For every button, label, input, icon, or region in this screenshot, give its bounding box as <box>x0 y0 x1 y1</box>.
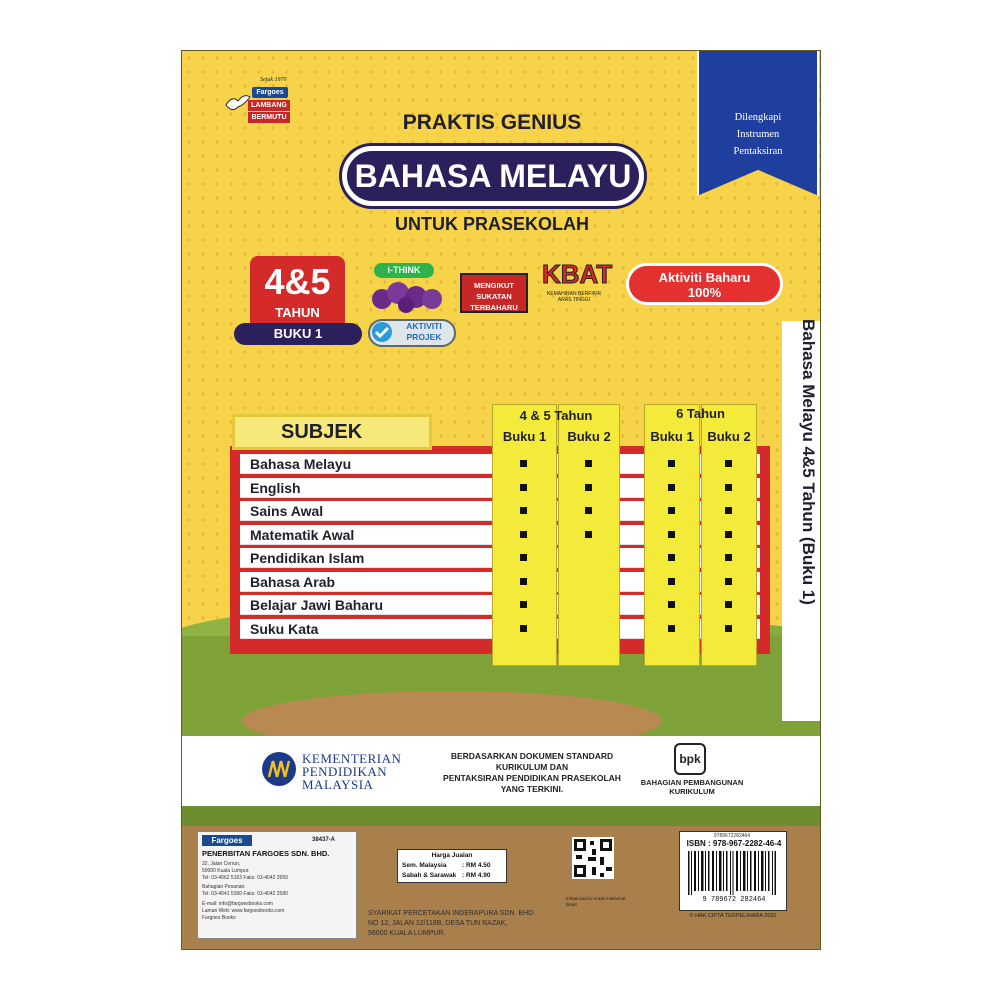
standard-statement <box>432 751 632 795</box>
price-sem-label: Sem. Malaysia <box>402 862 447 869</box>
availability-mark <box>585 531 592 538</box>
std-line-1: BERDASARKAN DOKUMEN STANDARD <box>450 751 614 761</box>
availability-mark <box>725 484 732 491</box>
group1-buku2-header: Buku 2 <box>567 429 611 444</box>
ribbon-line-1: Dilengkapi <box>734 112 782 123</box>
buku-label: BUKU 1 <box>234 323 362 345</box>
availability-mark <box>668 507 675 514</box>
spine-text: Bahasa Melayu 4&5 Tahun (Buku 1) <box>799 319 818 605</box>
availability-mark <box>668 625 675 632</box>
availability-mark <box>585 484 592 491</box>
book-title: BAHASA MELAYU <box>342 146 644 206</box>
bpk-logo-icon: bpk <box>674 743 706 775</box>
kpm-line-1: KEMENTERIAN <box>302 751 402 766</box>
age-tahun: TAHUN <box>275 305 320 320</box>
subject-row: Bahasa Melayu <box>240 454 760 474</box>
publisher-facebook: Fargoes Books <box>202 915 236 921</box>
brand-name: Fargoes <box>252 87 288 98</box>
aktiviti-baharu-badge <box>626 263 783 305</box>
price-sem-value: : RM 4.50 <box>462 862 491 869</box>
book-back-cover <box>181 50 821 950</box>
copyright: © HAK CIPTA TERPELIHARA 2020 <box>689 913 777 919</box>
projek-text <box>392 321 456 343</box>
bpk-line-2: KURIKULUM <box>669 787 715 796</box>
availability-mark <box>520 531 527 538</box>
aktiviti-line-1: Aktiviti Baharu <box>658 270 751 285</box>
std-line-3: PENTAKSIRAN PENDIDIKAN PRASEKOLAH <box>443 773 621 783</box>
group2-header: 6 Tahun <box>676 406 725 421</box>
subject-row: English <box>240 478 760 498</box>
availability-mark <box>520 484 527 491</box>
availability-mark <box>725 554 732 561</box>
ribbon-line-3: Pentaksiran <box>733 146 783 157</box>
group1-buku1-header: Buku 1 <box>502 429 547 444</box>
isbn-head: 9789672282464 <box>713 833 751 839</box>
availability-mark <box>520 625 527 632</box>
kpm-logo-icon <box>260 751 298 787</box>
bpk-line-1: BAHAGIAN PEMBANGUNAN <box>640 778 744 787</box>
availability-mark <box>585 460 592 467</box>
availability-mark <box>520 507 527 514</box>
bpk-name <box>632 778 752 796</box>
publisher-tel-2: Tel: 03-4041 5360 Faks: 03-4042 2580 <box>202 891 288 897</box>
kbat-subtitle: KEMAHIRAN BERFIKIR ARAS TINGGI <box>546 291 602 303</box>
printer-line-1: SYARIKAT PERCETAKAN INDERAPURA SDN. BHD. <box>368 910 536 917</box>
availability-mark <box>668 554 675 561</box>
publisher-address-2: 50000 Kuala Lumpur. <box>202 868 250 874</box>
brand-since: Sejak 1970 <box>260 77 287 83</box>
availability-mark <box>668 601 675 608</box>
kpm-line-2: PENDIDIKAN <box>302 764 388 779</box>
std-line-2: KURIKULUM DAN <box>495 762 569 772</box>
subject-row: Matematik Awal <box>240 525 760 545</box>
brand-lambang: LAMBANG <box>248 100 290 111</box>
barcode-icon <box>686 851 778 895</box>
aktiviti-line-2: 100% <box>687 285 722 300</box>
subject-row: Belajar Jawi Baharu <box>240 595 760 615</box>
availability-mark <box>725 531 732 538</box>
printer-line-2: NO 12, JALAN 12/118B, DESA TUN RAZAK, <box>368 920 508 927</box>
price-head: Harga Jualan <box>431 852 473 859</box>
std-line-4: YANG TERKINI. <box>500 784 564 794</box>
ithink-badge: i-THINK <box>374 263 434 278</box>
brand-bermutu: BERMUTU <box>248 112 290 123</box>
check-icon <box>370 320 394 344</box>
availability-mark <box>520 460 527 467</box>
subjek-header: SUBJEK <box>232 414 432 450</box>
subject-row: Pendidikan Islam <box>240 548 760 568</box>
projek-line-2: PROJEK <box>406 332 442 342</box>
ribbon-text <box>702 109 814 160</box>
group2-buku1-header: Buku 1 <box>650 429 694 444</box>
availability-mark <box>725 507 732 514</box>
availability-mark <box>668 484 675 491</box>
price-sabah-value: : RM 4.90 <box>462 872 491 879</box>
grapes-icon <box>370 279 450 313</box>
availability-mark <box>668 460 675 467</box>
availability-mark <box>725 460 732 467</box>
publisher-web: Laman Web: www.fargoesbooks.com <box>202 908 285 914</box>
qr-caption: Imbas kod ini untuk maklumat lanjut <box>566 896 626 907</box>
availability-mark <box>725 578 732 585</box>
group1-header: 4 & 5 Tahun <box>519 408 593 423</box>
group2-buku2-header: Buku 2 <box>707 429 751 444</box>
publisher-email: E-mail: info@fargoesbooks.com <box>202 901 273 907</box>
book-subtitle: UNTUK PRASEKOLAH <box>394 214 589 234</box>
availability-mark <box>520 601 527 608</box>
printer-line-3: 56000 KUALA LUMPUR. <box>368 930 446 937</box>
publisher-tel-1: Tel: 03-4062 5163 Faks: 03-4042 2650 <box>202 875 288 881</box>
subject-row: Bahasa Arab <box>240 572 760 592</box>
subject-row: Sains Awal <box>240 501 760 521</box>
publisher-order: Bahagian Pesanan: <box>202 884 246 890</box>
price-sabah-label: Sabah & Sarawak <box>402 872 457 879</box>
availability-mark <box>585 507 592 514</box>
publisher-address-1: 32, Jalan Cerrun, <box>202 861 241 867</box>
availability-mark <box>725 601 732 608</box>
publisher-logo: Fargoes <box>202 835 252 846</box>
availability-mark <box>520 554 527 561</box>
publisher-code: 38437-A <box>312 837 336 843</box>
availability-mark <box>520 578 527 585</box>
availability-mark <box>668 578 675 585</box>
availability-mark <box>725 625 732 632</box>
availability-mark <box>668 531 675 538</box>
publisher-name: PENERBITAN FARGOES SDN. BHD. <box>202 849 330 858</box>
isbn-barcode-number: 9 789672 282464 <box>702 896 766 904</box>
printer-info <box>368 909 578 939</box>
ribbon-line-2: Instrumen <box>736 129 780 140</box>
kpm-line-3: MALAYSIA <box>302 777 374 792</box>
projek-line-1: AKTIVITI <box>406 321 442 331</box>
kbat-badge: KBAT <box>542 259 613 289</box>
kpm-name <box>302 752 422 791</box>
sukatan-badge: MENGIKUT SUKATAN TERBAHARU <box>460 273 528 313</box>
isbn-text: ISBN : 978-967-2282-46-4 <box>686 839 782 848</box>
qr-code-icon <box>572 837 614 879</box>
age-number: 4&5 <box>264 261 331 302</box>
subject-row: Suku Kata <box>240 619 760 639</box>
series-title: PRAKTIS GENIUS <box>402 111 582 134</box>
